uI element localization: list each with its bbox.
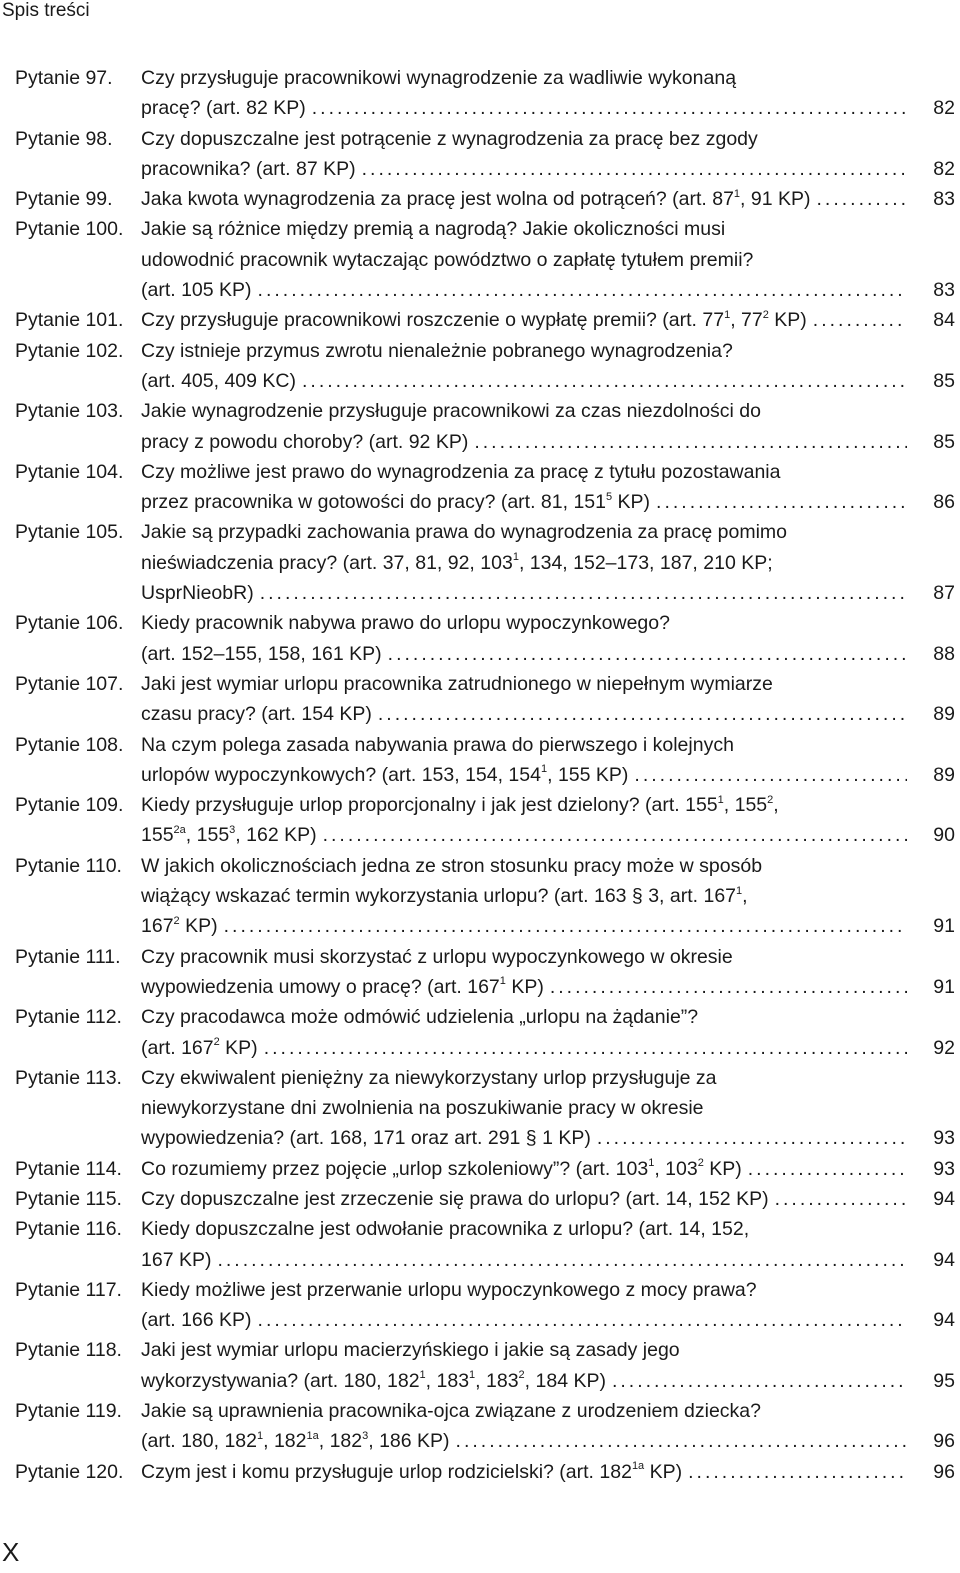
toc-entry-line: pracy z powodu choroby? (art. 92 KP) ..... — [141, 427, 911, 457]
toc-entry[interactable] — [15, 608, 955, 669]
toc-entry-page: 87 — [933, 582, 955, 605]
dot-leader — [323, 820, 907, 850]
dot-leader — [258, 1305, 907, 1335]
toc-entry-label: Pytanie 99. — [15, 188, 113, 211]
toc-entry[interactable] — [15, 517, 955, 608]
toc-entry-label: Pytanie 117. — [15, 1278, 122, 1301]
toc-entry-line: wypowiedzenia? (art. 168, 171 oraz art. 291 § 1 KP) ..... — [141, 1123, 911, 1153]
toc-entry-line: Jakie są przypadki zachowania prawa do wynagrodzenia za pracę pomimo — [141, 521, 788, 544]
toc-entry-page: 82 — [933, 97, 955, 120]
toc-entry-line: niewykorzystane dni zwolnienia na poszukiwanie pracy w okresie — [141, 1097, 704, 1120]
dot-leader — [264, 1033, 907, 1063]
toc-entry[interactable] — [15, 124, 955, 185]
dot-leader — [388, 639, 907, 669]
toc-entry-page: 88 — [933, 642, 955, 665]
dot-leader — [456, 1426, 907, 1456]
toc-entry-title — [141, 1335, 911, 1396]
toc-entry-line: UsprNieobR) ..... — [141, 578, 911, 608]
toc-entry-line: udowodnić pracownik wytaczając powództwo o zapłatę tytułem premii? — [141, 248, 754, 271]
toc-entry[interactable] — [15, 669, 955, 730]
toc-entry[interactable] — [15, 942, 955, 1003]
toc-entry[interactable] — [15, 790, 955, 851]
toc-entry-line: Jaka kwota wynagrodzenia za pracę jest wolna od potrąceń? (art. $87^1$, 91 KP) ..... — [141, 184, 911, 214]
toc-entry[interactable] — [15, 63, 955, 124]
toc-entry-line: wykorzystywania? (art. 180, $182^1$, $183^1$, $183^2$, 184 KP) ..... — [141, 1366, 911, 1396]
toc-entry-line: Kiedy możliwe jest przerwanie urlopu wypoczynkowego z mocy prawa? — [141, 1278, 757, 1301]
toc-entry-line: Jakie są różnice między premią a nagrodą? Jakie okoliczności musi — [141, 218, 726, 241]
toc-entry-line: Czy dopuszczalne jest zrzeczenie się prawa do urlopu? (art. 14, 152 KP) ..... — [141, 1184, 911, 1214]
toc-entry-line: nieświadczenia pracy? (art. 37, 81, 92, $103^1$, 134, 152–173, 187, 210 KP; — [141, 551, 773, 574]
toc-entry[interactable] — [15, 214, 955, 305]
toc-entry-line: Kiedy dopuszczalne jest odwołanie pracownika z urlopu? (art. 14, 152, — [141, 1218, 750, 1241]
toc-entry-line: Czy pracownik musi skorzystać z urlopu wypoczynkowego w okresie — [141, 945, 733, 968]
toc-entry-line: $167^2$ KP) ..... — [141, 911, 911, 941]
toc-entry-page: 96 — [933, 1460, 955, 1483]
toc-entry-label: Pytanie 107. — [15, 672, 124, 695]
toc-entry-line: Czy przysługuje pracownikowi roszczenie o wypłatę premii? (art. $77^1$, $77^2$ KP) ..... — [141, 305, 911, 335]
toc-entry-page: 89 — [933, 703, 955, 726]
toc-entry-label: Pytanie 118. — [15, 1339, 122, 1362]
toc-entry-title — [141, 1275, 911, 1336]
table-of-contents — [15, 63, 955, 1487]
dot-leader — [224, 911, 907, 941]
toc-entry[interactable] — [15, 1002, 955, 1063]
toc-entry-page: 82 — [933, 157, 955, 180]
toc-entry-label: Pytanie 111. — [15, 945, 121, 968]
toc-entry-label: Pytanie 106. — [15, 612, 124, 635]
toc-entry-title — [141, 1184, 911, 1214]
dot-leader — [813, 305, 907, 335]
toc-entry-title — [141, 1457, 911, 1487]
dot-leader — [597, 1123, 907, 1153]
toc-entry-line: (art. 405, 409 KC) ..... — [141, 366, 911, 396]
toc-entry[interactable] — [15, 730, 955, 791]
toc-entry-line: (art. 152–155, 158, 161 KP) ..... — [141, 639, 911, 669]
toc-entry-line: $155^{2a}$, $155^3$, 162 KP) ..... — [141, 820, 911, 850]
dot-leader — [474, 427, 907, 457]
toc-entry-label: Pytanie 116. — [15, 1218, 122, 1241]
toc-entry-title — [141, 1002, 911, 1063]
toc-entry-page: 83 — [933, 188, 955, 211]
toc-entry-label: Pytanie 103. — [15, 400, 124, 423]
toc-entry-title — [141, 730, 911, 791]
toc-entry[interactable] — [15, 336, 955, 397]
toc-entry-line: (art. $167^2$ KP) ..... — [141, 1033, 911, 1063]
toc-entry[interactable] — [15, 1457, 955, 1487]
toc-entry-title — [141, 1214, 911, 1275]
toc-entry-title — [141, 457, 911, 518]
toc-entry-title — [141, 336, 911, 397]
toc-entry[interactable] — [15, 396, 955, 457]
dot-leader — [260, 578, 907, 608]
toc-entry-line: Czy istnieje przymus zwrotu nienależnie pobranego wynagrodzenia? — [141, 339, 733, 362]
toc-entry-line: Czy ekwiwalent pieniężny za niewykorzystany urlop przysługuje za — [141, 1066, 717, 1089]
toc-entry-title — [141, 851, 911, 942]
dot-leader — [378, 699, 907, 729]
toc-entry-title — [141, 305, 911, 335]
toc-entry-label: Pytanie 110. — [15, 854, 122, 877]
toc-entry-line: W jakich okolicznościach jedna ze stron stosunku pracy może w sposób — [141, 854, 763, 877]
toc-entry-page: 92 — [933, 1036, 955, 1059]
toc-entry-page: 94 — [933, 1248, 955, 1271]
toc-entry[interactable] — [15, 457, 955, 518]
dot-leader — [312, 93, 907, 123]
toc-entry-label: Pytanie 97. — [15, 67, 113, 89]
toc-entry-line: przez pracownika w gotowości do pracy? (art. 81, $151^5$ KP) ..... — [141, 487, 911, 517]
toc-entry[interactable] — [15, 1275, 955, 1336]
toc-entry-page: 91 — [933, 915, 955, 938]
toc-entry-line: Na czym polega zasada nabywania prawa do pierwszego i kolejnych — [141, 733, 734, 756]
toc-entry-label: Pytanie 98. — [15, 127, 113, 150]
toc-entry-title — [141, 1063, 911, 1154]
toc-entry-label: Pytanie 109. — [15, 794, 124, 817]
dot-leader — [217, 1245, 907, 1275]
toc-entry[interactable] — [15, 1063, 955, 1154]
toc-entry-label: Pytanie 112. — [15, 1006, 122, 1029]
dot-leader — [748, 1154, 907, 1184]
toc-entry-line: Jaki jest wymiar urlopu macierzyńskiego i jakie są zasady jego — [141, 1339, 680, 1362]
toc-entry-title — [141, 1154, 911, 1184]
toc-entry-line: Czy przysługuje pracownikowi wynagrodzenie za wadliwie wykonaną — [141, 67, 737, 89]
toc-entry-line: czasu pracy? (art. 154 KP) ..... — [141, 699, 911, 729]
dot-leader — [258, 275, 907, 305]
toc-entry-title — [141, 124, 911, 185]
page-header-title: Spis treści — [2, 0, 90, 21]
dot-leader — [634, 760, 907, 790]
toc-entry[interactable] — [15, 184, 955, 214]
toc-entry-page: 91 — [933, 975, 955, 998]
toc-entry-label: Pytanie 114. — [15, 1157, 122, 1180]
toc-entry[interactable] — [15, 1184, 955, 1214]
toc-entry-label: Pytanie 102. — [15, 339, 124, 362]
toc-entry-page: 86 — [933, 491, 955, 514]
toc-entry-label: Pytanie 100. — [15, 218, 124, 241]
toc-entry-label: Pytanie 115. — [15, 1187, 122, 1210]
toc-entry-page: 89 — [933, 763, 955, 786]
toc-entry[interactable] — [15, 1396, 955, 1457]
toc-entry-line: (art. 105 KP) ..... — [141, 275, 911, 305]
toc-entry-label: Pytanie 108. — [15, 733, 124, 756]
toc-entry[interactable] — [15, 1214, 955, 1275]
toc-entry-line: pracę? (art. 82 KP) ..... — [141, 93, 911, 123]
toc-entry-line: Jakie wynagrodzenie przysługuje pracownikowi za czas niezdolności do — [141, 400, 761, 423]
toc-entry-line: Jaki jest wymiar urlopu pracownika zatrudnionego w niepełnym wymiarze — [141, 672, 773, 695]
dot-leader — [688, 1457, 907, 1487]
toc-entry-title — [141, 608, 911, 669]
toc-entry[interactable] — [15, 1154, 955, 1184]
dot-leader — [656, 487, 907, 517]
toc-entry-label: Pytanie 105. — [15, 521, 124, 544]
toc-entry-page: 94 — [933, 1187, 955, 1210]
dot-leader — [362, 154, 907, 184]
toc-entry-line: Czym jest i komu przysługuje urlop rodzicielski? (art. $182^{1a}$ KP) ..... — [141, 1457, 911, 1487]
toc-entry-line: 167 KP) ..... — [141, 1245, 911, 1275]
toc-entry-line: Czy dopuszczalne jest potrącenie z wynagrodzenia za pracę bez zgody — [141, 127, 758, 150]
page-number: X — [2, 1537, 20, 1567]
toc-entry-label: Pytanie 120. — [15, 1460, 124, 1483]
toc-entry-page: 85 — [933, 369, 955, 392]
toc-entry[interactable] — [15, 305, 955, 335]
toc-entry-page: 93 — [933, 1127, 955, 1150]
toc-entry-title — [141, 184, 911, 214]
toc-entry-page: 93 — [933, 1157, 955, 1180]
toc-entry-line: (art. 180, $182^1$, $182^{1a}$, $182^3$, 186 KP) ..... — [141, 1426, 911, 1456]
toc-entry-page: 94 — [933, 1309, 955, 1332]
dot-leader — [817, 184, 908, 214]
toc-entry-line: Kiedy pracownik nabywa prawo do urlopu wypoczynkowego? — [141, 612, 670, 635]
dot-leader — [612, 1366, 907, 1396]
toc-entry-line: wiążący wskazać termin wykorzystania urlopu? (art. 163 § 3, art. $167^1$, — [141, 884, 748, 908]
toc-entry-line: Co rozumiemy przez pojęcie „urlop szkoleniowy”? (art. $103^1$, $103^2$ KP) ..... — [141, 1154, 911, 1184]
toc-entry-label: Pytanie 101. — [15, 309, 124, 332]
toc-entry-line: Czy możliwe jest prawo do wynagrodzenia za pracę z tytułu pozostawania — [141, 460, 781, 483]
toc-entry-title — [141, 214, 911, 305]
toc-entry-title — [141, 942, 911, 1003]
toc-entry-page: 85 — [933, 430, 955, 453]
toc-entry-title — [141, 790, 911, 851]
toc-entry-page: 83 — [933, 279, 955, 302]
toc-entry-line: Jakie są uprawnienia pracownika-ojca związane z urodzeniem dziecka? — [141, 1400, 761, 1423]
toc-entry-line: urlopów wypoczynkowych? (art. 153, 154, $154^1$, 155 KP) ..... — [141, 760, 911, 790]
toc-entry-title — [141, 63, 911, 124]
toc-entry-line: pracownika? (art. 87 KP) ..... — [141, 154, 911, 184]
toc-entry-page: 95 — [933, 1369, 955, 1392]
toc-entry-label: Pytanie 119. — [15, 1400, 122, 1423]
toc-entry-label: Pytanie 113. — [15, 1066, 122, 1089]
toc-entry-line: Kiedy przysługuje urlop proporcjonalny i jak jest dzielony? (art. $155^1$, $155^2$, — [141, 793, 779, 817]
dot-leader — [775, 1184, 907, 1214]
toc-entry-title — [141, 1396, 911, 1457]
toc-entry-title — [141, 517, 911, 608]
dot-leader — [550, 972, 907, 1002]
toc-entry-page: 84 — [933, 309, 955, 332]
toc-entry-title — [141, 669, 911, 730]
toc-entry-page: 96 — [933, 1430, 955, 1453]
toc-entry-page: 90 — [933, 824, 955, 847]
toc-entry-line: Czy pracodawca może odmówić udzielenia „urlopu na żądanie”? — [141, 1006, 699, 1029]
toc-entry[interactable] — [15, 1335, 955, 1396]
toc-entry-label: Pytanie 104. — [15, 460, 124, 483]
toc-entry-line: (art. 166 KP) ..... — [141, 1305, 911, 1335]
toc-entry-title — [141, 396, 911, 457]
dot-leader — [302, 366, 907, 396]
toc-entry-line: wypowiedzenia umowy o pracę? (art. $167^1$ KP) ..... — [141, 972, 911, 1002]
toc-entry[interactable] — [15, 851, 955, 942]
